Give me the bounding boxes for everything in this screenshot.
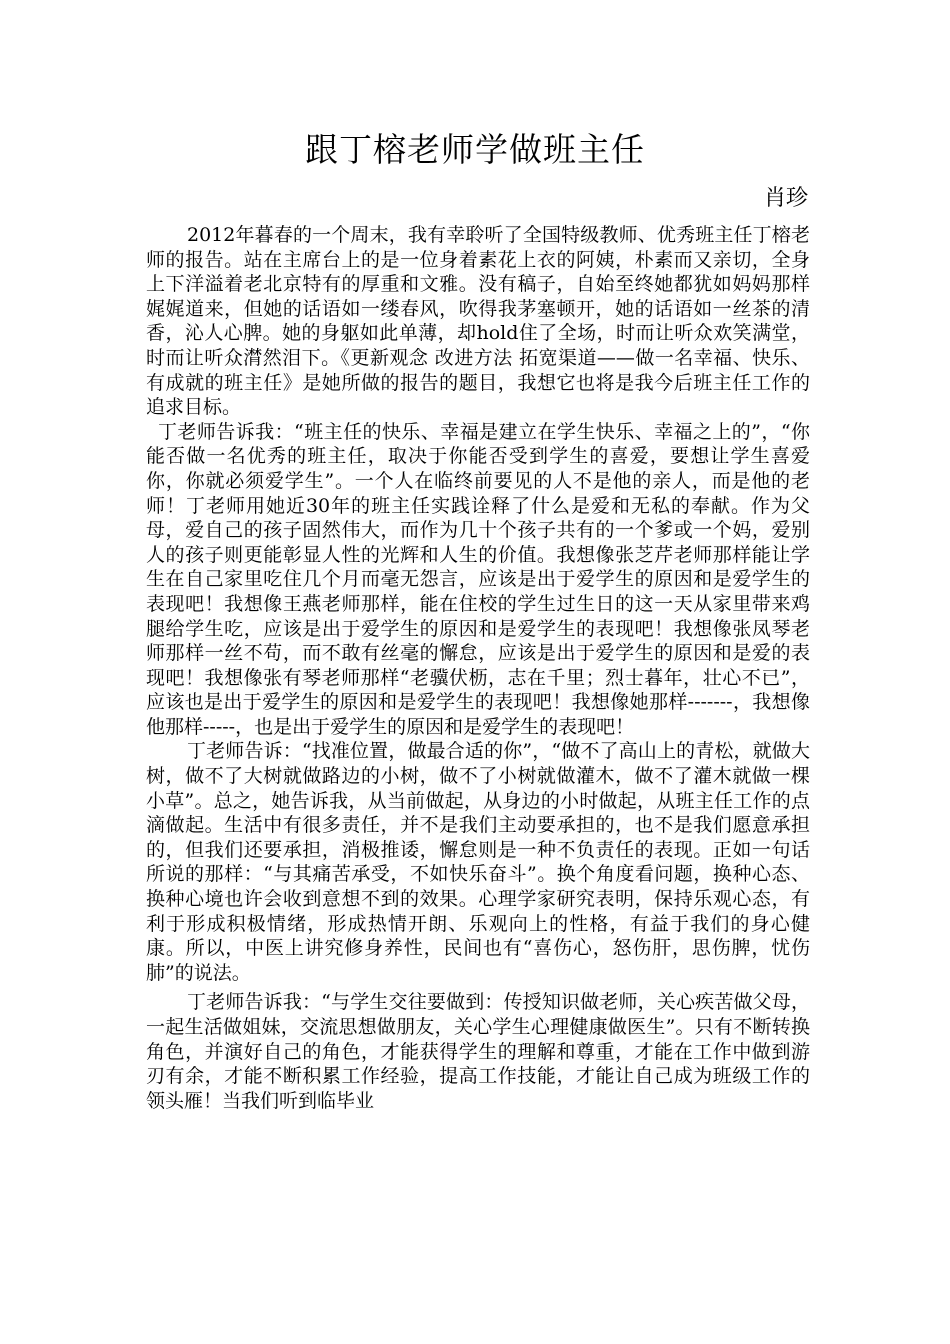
paragraph-4: 丁老师告诉我：“与学生交往要做到：传授知识做老师，关心疾苦做父母，一起生活做姐妹，交流思想做朋友，关心学生心理健康做医生”。只有不断转换角色，并演好自己的角色，才能获得学生的理解和尊重，才能在工作中做到游刃有余，才能不断积累工作经验，提高工作技能，才能让自己成为班级工作的领头雁！当我们听到临毕业 [146, 991, 810, 1112]
document-body [146, 223, 810, 1113]
paragraph-1: 2012年暮春的一个周末，我有幸聆听了全国特级教师、优秀班主任丁榕老师的报告。站在主席台上的是一位身着素花上衣的阿姨，朴素而又亲切，全身上下洋溢着老北京特有的厚重和文雅。没有稿子，自始至终她都犹如妈妈那样娓娓道来，但她的话语如一缕春风，吹得我茅塞顿开，她的话语如一丝茶的清香，沁人心脾。她的身躯如此单薄，却hold住了全场，时而让听众欢笑满堂，时而让听众潸然泪下。《更新观念 改进方法 拓宽渠道——做一名幸福、快乐、有成就的班主任》是她所做的报告的题目，我想它也将是我今后班主任工作的追求目标。 [146, 224, 810, 419]
paragraph-2: 丁老师告诉我：“班主任的快乐、幸福是建立在学生快乐、幸福之上的”，“你能否做一名优秀的班主任，取决于你能否受到学生的喜爱，要想让学生喜爱你，你就必须爱学生”。一个人在临终前要见的人不是他的亲人，而是他的老师！丁老师用她近30年的班主任实践诠释了什么是爱和无私的奉献。作为父母，爱自己的孩子固然伟大，而作为几十个孩子共有的一个爹或一个妈，爱别人的孩子则更能彰显人性的光辉和人生的价值。我想像张芝芹老师那样能让学生在自己家里吃住几个月而毫无怨言，应该是出于爱学生的原因和是爱学生的表现吧！我想像王燕老师那样，能在住校的学生过生日的这一天从家里带来鸡腿给学生吃，应该是出于爱学生的原因和是爱学生的表现吧！我想像张凤琴老师那样一丝不苟，而不敢有丝毫的懈怠，应该是出于爱学生的原因和是爱的表现吧！我想像张有琴老师那样“老骥伏枥，志在千里；烈士暮年，壮心不已”，应该也是出于爱学生的原因和是爱学生的表现吧！我想像她那样-------，我想像他那样-----，也是出于爱学生的原因和是爱学生的表现吧！ [146, 420, 810, 738]
paragraph-3: 丁老师告诉：“找准位置，做最合适的你”，“做不了高山上的青松，就做大树，做不了大树就做路边的小树，做不了小树就做灌木，做不了灌木就做一棵小草”。总之，她告诉我，从当前做起，从身边的小时做起，从班主任工作的点滴做起。生活中有很多责任，并不是我们主动要承担的，也不是我们愿意承担的，但我们还要承担，消极推诿，懈怠则是一种不负责任的表现。正如一句话所说的那样：“与其痛苦承受，不如快乐奋斗”。换个角度看问题，换种心态、换种心境也许会收到意想不到的效果。心理学家研究表明，保持乐观心态，有利于形成积极情绪，形成热情开朗、乐观向上的性格，有益于我们的身心健康。所以，中医上讲究修身养性，民间也有“喜伤心，怒伤肝，思伤脾，忧伤肺”的说法。 [146, 740, 810, 984]
document-title: 跟丁榕老师学做班主任 [305, 130, 645, 169]
author-name: 肖珍 [763, 186, 808, 211]
